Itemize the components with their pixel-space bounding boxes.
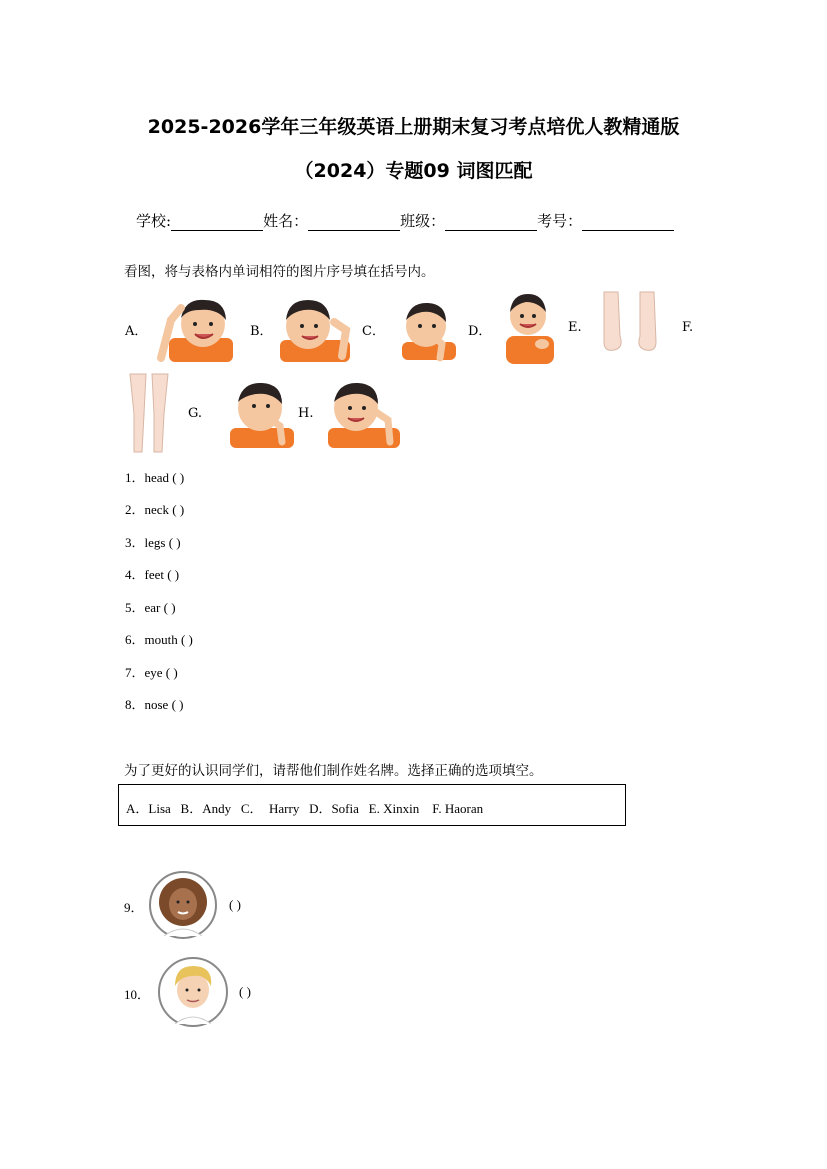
class-blank[interactable] bbox=[445, 214, 537, 231]
question-1: 1．head ( ) bbox=[125, 470, 185, 485]
picture-d-neck bbox=[500, 292, 558, 364]
choices-text: A．Lisa B．Andy C． Harry D．Sofia E. Xinxin F. Haoran bbox=[126, 801, 484, 816]
option-label-h: H. bbox=[298, 406, 314, 421]
question-3: 3．legs ( ) bbox=[125, 535, 181, 550]
question-9-number: 9． bbox=[124, 900, 144, 915]
option-label-a: A． bbox=[125, 324, 148, 339]
school-label: 学校: bbox=[136, 212, 172, 230]
avatar-boy-blond bbox=[157, 956, 229, 1028]
student-info-line bbox=[136, 210, 674, 231]
picture-e-feet bbox=[600, 292, 660, 354]
option-label-e: E. bbox=[568, 320, 582, 335]
question-2: 2．neck ( ) bbox=[125, 502, 185, 517]
option-label-f: F. bbox=[682, 320, 694, 335]
question-5: 5．ear ( ) bbox=[125, 600, 176, 615]
picture-g-nose bbox=[226, 380, 298, 448]
picture-b-ear bbox=[272, 294, 360, 362]
section2-instruction: 为了更好的认识同学们，请帮他们制作姓名牌。选择正确的选项填空。 bbox=[124, 763, 543, 779]
picture-h-eye bbox=[324, 380, 402, 448]
option-label-c: C． bbox=[362, 324, 385, 339]
picture-a-head bbox=[155, 294, 243, 362]
avatar-girl-curly bbox=[148, 870, 218, 940]
section1-instruction: 看图，将与表格内单词相符的图片序号填在括号内。 bbox=[124, 264, 435, 280]
number-blank[interactable] bbox=[582, 214, 674, 231]
question-8: 8．nose ( ) bbox=[125, 697, 184, 712]
question-10-blank[interactable]: ( ) bbox=[239, 984, 251, 999]
question-9-blank[interactable]: ( ) bbox=[229, 897, 241, 912]
option-label-b: B． bbox=[250, 324, 273, 339]
option-label-d: D． bbox=[468, 324, 492, 339]
school-blank[interactable] bbox=[171, 214, 263, 231]
question-4: 4．feet ( ) bbox=[125, 567, 180, 582]
option-label-g: G. bbox=[188, 406, 203, 421]
name-blank[interactable] bbox=[308, 214, 400, 231]
picture-f-legs bbox=[126, 374, 172, 452]
page-title: 2025-2026学年三年级英语上册期末复习考点培优人教精通版 bbox=[147, 116, 680, 138]
name-label: 姓名： bbox=[263, 212, 309, 230]
question-7: 7．eye ( ) bbox=[125, 665, 178, 680]
number-label: 考号： bbox=[537, 212, 583, 230]
page-subtitle: （2024）专题09 词图匹配 bbox=[294, 160, 533, 182]
question-6: 6．mouth ( ) bbox=[125, 632, 193, 647]
question-10-number: 10． bbox=[124, 987, 151, 1002]
picture-c-mouth bbox=[396, 298, 462, 360]
class-label: 班级： bbox=[400, 212, 446, 230]
